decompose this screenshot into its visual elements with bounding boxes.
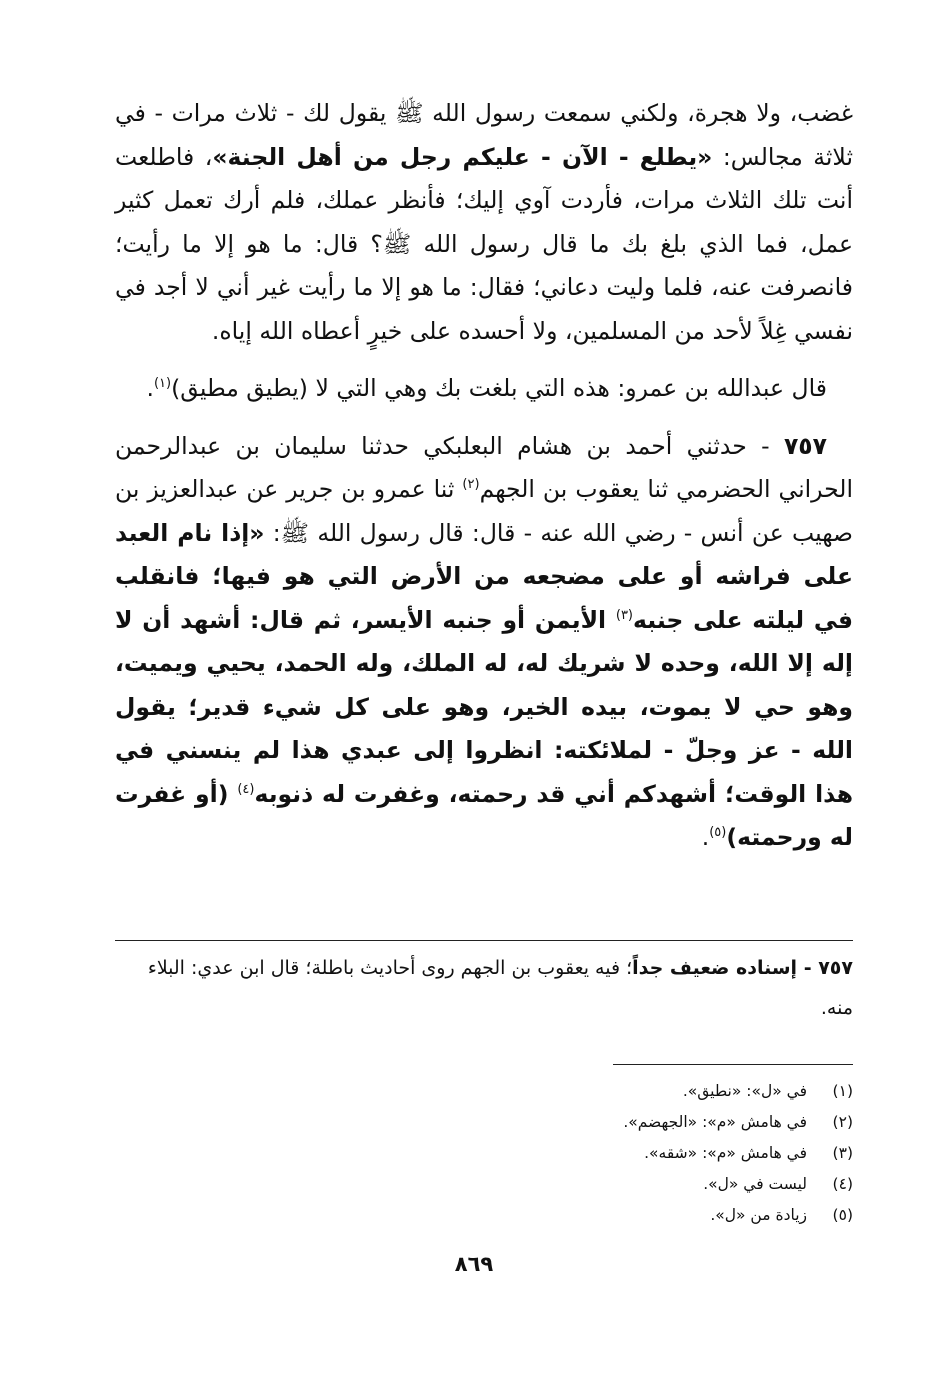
paragraph-story bbox=[115, 92, 853, 353]
hadith-number: ٧٥٧ bbox=[783, 431, 827, 460]
takhrij-divider bbox=[115, 940, 853, 941]
takhrij-note bbox=[115, 948, 853, 1028]
footnotes-divider bbox=[613, 1064, 853, 1065]
footnote-ref-1[interactable]: (١) bbox=[153, 376, 172, 392]
story-text-rest: ، فاطلعت أنت تلك الثلاث مرات، فأردت آوي إليك؛ فأنظر عملك، فلم أرك تعمل كثير عمل، فما الذي بلغ بك ما قال رسول الله ﷺ؟ قال: ما هو إلا ما رأيت؛ فانصرفت عنه، فلما وليت دعاني؛ فقال: ما هو إلا ما رأيت غير أني لا أجد في نفسي غِلاً لأحد من المسلمين، ولا أحسده على خيرٍ أعطاه الله إياه. bbox=[115, 142, 853, 345]
matn-part-3: (أو غفرت له ورحمته) bbox=[115, 779, 853, 851]
footnote-text: في هامش «م»: «شقه». bbox=[644, 1144, 807, 1162]
footnotes bbox=[253, 1076, 853, 1231]
footnote-text: زيادة من «ل». bbox=[710, 1206, 807, 1224]
footnote-1 bbox=[253, 1076, 853, 1107]
footnote-text: ليست في «ل». bbox=[703, 1175, 807, 1193]
footnote-number: (٣) bbox=[832, 1144, 853, 1162]
footnote-number: (١) bbox=[832, 1082, 853, 1100]
footnote-5 bbox=[253, 1200, 853, 1231]
takhrij-verdict: - إسناده ضعيف جداً bbox=[632, 957, 819, 979]
footnote-ref-5[interactable]: (٥) bbox=[709, 825, 727, 841]
footnote-3 bbox=[253, 1138, 853, 1169]
matn-part-2: الأيمن أو جنبه الأيسر، ثم قال: أشهد أن لا إله إلا الله، وحده لا شريك له، له الملك، وله الحمد، يحيي ويميت، وهو حي لا يموت، بيده الخير، وهو على كل شيء قدير؛ يقول الله - عز وجلّ - لملائكته: انظروا إلى عبدي هذا لم ينسني في هذا الوقت؛ أشهدكم أني قد رحمته، وغفرت له ذنوبه bbox=[115, 605, 853, 808]
footnote-ref-2[interactable]: (٢) bbox=[462, 477, 480, 493]
abdullah-statement: قال عبدالله بن عمرو: هذه التي بلغت بك وهي التي لا (يطيق مطيق) bbox=[171, 374, 827, 402]
takhrij-text: ؛ فيه يعقوب بن الجهم روى أحاديث باطلة؛ قال ابن عدي: البلاء منه. bbox=[147, 957, 853, 1019]
footnote-4 bbox=[253, 1169, 853, 1200]
footnote-text: في هامش «م»: «الجهضم». bbox=[623, 1113, 807, 1131]
footnote-number: (٤) bbox=[832, 1175, 853, 1193]
page-number: ٨٦٩ bbox=[454, 1252, 494, 1276]
footnote-number: (٢) bbox=[832, 1113, 853, 1131]
matn-part-1: «إذا نام العبد على فراشه أو على مضجعه من الأرض التي هو فيها؛ فانقلب في ليلته على جنبه bbox=[115, 518, 854, 634]
footnote-ref-4[interactable]: (٤) bbox=[237, 781, 255, 797]
isnad-part-2: ثنا عمرو بن جرير عن عبدالعزيز بن صهيب عن أنس - رضي الله عنه - قال: قال رسول الله ﷺ: bbox=[115, 475, 853, 547]
hadith-757: ٧٥٧ - حدثني أحمد بن هشام البعلبكي حدثنا سليمان بن عبدالرحمن الحراني الحضرمي ثنا يعقوب بن الجهم$^{(٢)}$ ثنا عمرو بن جرير عن عبدالعزيز بن صهيب عن أنس - رضي الله عنه - قال: قال رسول الله ﷺ: «إذا نام العبد على فراشه أو على مضجعه من الأرض التي هو فيها؛ فانقلب في ليلته على جنبه$^{(٣)}$ الأيمن أو جنبه الأيسر، ثم قال: أشهد أن لا إله إلا الله، وحده لا شريك له، له الملك، وله الحمد، يحيي ويميت، وهو حي لا يموت، بيده الخير، وهو على كل شيء قدير؛ يقول الله - عز وجلّ - لملائكته: انظروا إلى عبدي هذا لم ينسني في هذا الوقت؛ أشهدكم أني قد رحمته، وغفرت له ذنوبه$^{(٤)}$ (أو غفرت له ورحمته)$^{(٥)}$. bbox=[115, 431, 854, 851]
isnad-part-1: - حدثني أحمد بن هشام البعلبكي حدثنا سليمان بن عبدالرحمن الحراني الحضرمي ثنا يعقوب بن الجهم bbox=[115, 431, 853, 503]
footnote-text: في «ل»: «نطيق». bbox=[682, 1082, 807, 1100]
footnote-ref-3[interactable]: (٣) bbox=[615, 607, 633, 623]
takhrij-number: ٧٥٧ bbox=[818, 957, 853, 979]
story-text-start: غضب، ولا هجرة، ولكني سمعت رسول الله ﷺ يقول لك - ثلاث مرات - في ثلاثة مجالس: bbox=[115, 99, 853, 171]
footnote-2 bbox=[253, 1107, 853, 1138]
footnote-number: (٥) bbox=[832, 1206, 853, 1224]
paragraph-abdullah: قال عبدالله بن عمرو: هذه التي بلغت بك وهي التي لا (يطيق مطيق)$^{(١)}$. bbox=[146, 374, 827, 402]
main-text bbox=[115, 92, 853, 860]
prophetic-quote: «يطلع - الآن - عليكم رجل من أهل الجنة» bbox=[212, 142, 713, 171]
